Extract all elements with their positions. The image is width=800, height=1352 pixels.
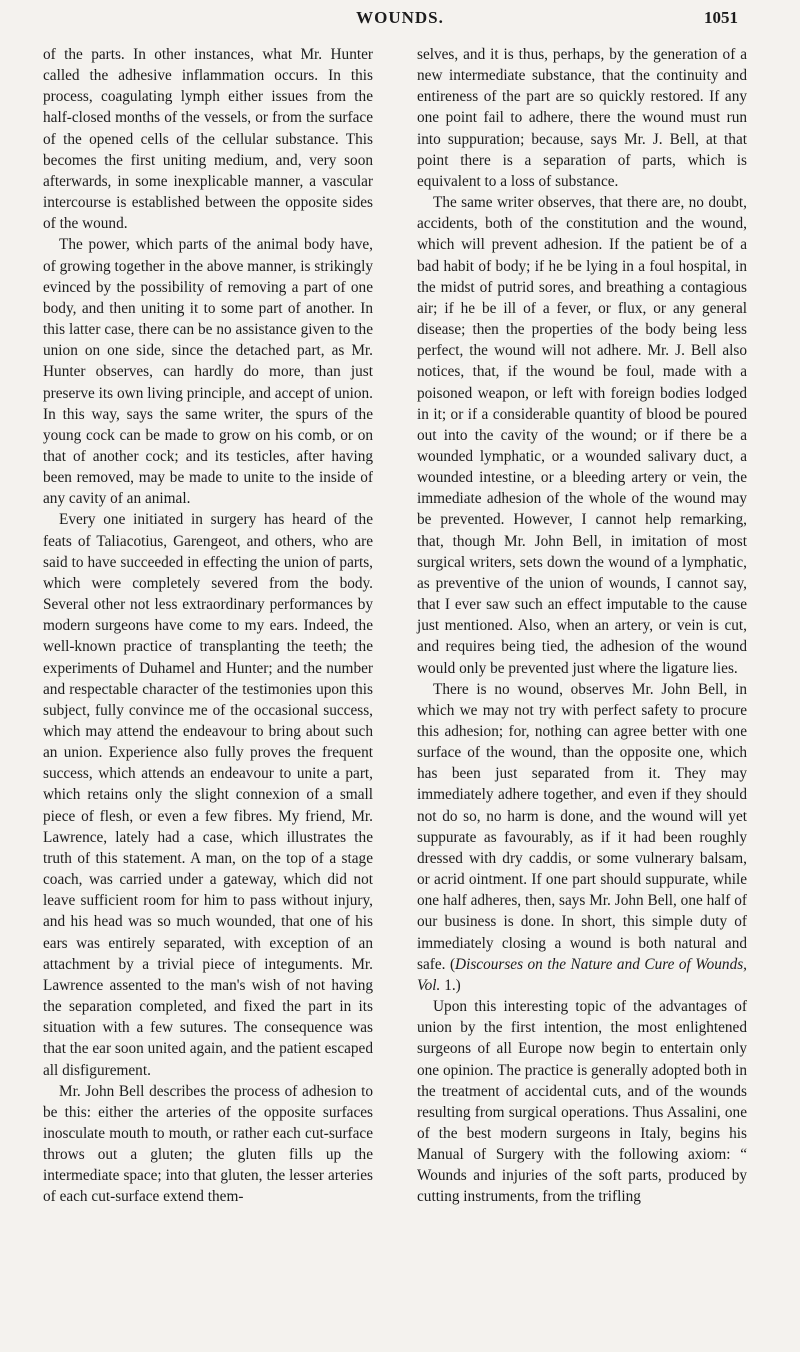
paragraph: The power, which parts of the animal body have, of growing together in the above manner, is strikingly evinced by the possibility of removing a part of one body, and then uniting it to some part of another. In this latter case, there can be no assistance given to the union on one side, since the detached part, as Mr. Hunter observes, can hardly do more, than just preserve its own living principle, and accept of union. In this way, says the same writer, the spurs of the young cock can be made to grow on his comb, or on that of another cock; and its testicles, after having been removed, may be made to unite to the inside of any cavity of an animal. — [43, 236, 373, 508]
citation-end: 1.) — [440, 976, 461, 994]
paragraph: The same writer observes, that there are, no doubt, accidents, both of the constitution and the wound, which will prevent adhesion. If the patient be of a bad habit of body; if he be lying in a foul hospital, in the midst of putrid sores, and breathing a contagious air; if he be ill of a fever, or flux, or any general disease; then the properties of the body being less perfect, the wound will not adhere. Mr. J. Bell also notices, that, if the wound be foul, made with a poisoned weapon, or left with foreign bodies lodged in it; or if a considerable quantity of blood be poured out into the cavity of the wound; or if there be a wounded lymphatic, or a wounded salivary duct, a wounded intestine, or a bleeding artery or vein, the immediate adhesion of the whole of the wound may be prevented. However, I cannot help remarking, that, though Mr. John Bell, in imitation of most surgical writers, sets down the wound of a lymphatic, as preventive of the union of wounds, I cannot say, that I ever saw such an effect imputable to the cause just mentioned. Also, when an artery, or vein is cut, and requires being tied, the adhesion of the wound would only be prevented just where the ligature lies. — [417, 194, 747, 677]
paragraph-text: There is no wound, observes Mr. John Bell, in which we may not try with perfect safety to procure this adhesion; for, nothing can agree better with one surface of the wound, than the opposite one, which has been just separated from it. They may immediately adhere together, and even if they should not do so, no harm is done, and the wound will yet suppurate as favourably, as if it had been roughly dressed with dry caddis, or some vulnerary balsam, or acrid ointment. If one part should suppurate, while one half adheres, then, says Mr. John Bell, one half of our business is done. In short, this simple duty of immediately closing a wound is both natural and safe. ( — [417, 680, 747, 973]
running-head — [0, 8, 800, 34]
paragraph — [417, 679, 747, 996]
paragraph: Upon this interesting topic of the advantages of union by the first intention, the most enlightened surgeons of all Europe now begin to entertain only one opinion. The practice is generally adopted both in the treatment of accidental cuts, and of the wounds resulting from surgical operations. Thus Assalini, one of the best modern surgeons in Italy, begins his Manual of Surgery with the following axiom: “ Wounds and injuries of the soft parts, produced by cutting instruments, from the trifling — [417, 998, 747, 1206]
right-column — [417, 44, 747, 1208]
left-column — [43, 44, 373, 1208]
citation: Discourses on the Nature and Cure of Wounds, Vol. — [417, 955, 747, 994]
page-number: 1051 — [704, 8, 738, 27]
paragraph: Every one initiated in surgery has heard of the feats of Taliacotius, Garengeot, and others, who are said to have succeeded in effecting the union of parts, which were completely severed from the body. Several other not less extraordinary performances by modern surgeons have come to my ears. Indeed, the well-known practice of transplanting the teeth; the experiments of Duhamel and Hunter; and the number and respectable character of the testimonies upon this subject, fully convince me of the occasional success, which may attend the endeavour to bring about such an union. Experience also fully proves the frequent success, which attends an endeavour to unite a part, which retains only the slight connexion of a small piece of flesh, or even a few fibres. My friend, Mr. Lawrence, lately had a case, which illustrates the truth of this statement. A man, on the top of a stage coach, was carried under a gateway, which did not leave sufficient room for him to pass without injury, and his head was so much wounded, that one of his ears was entirely separated, with exception of an attachment by a trivial piece of integuments. Mr. Lawrence assented to the man's wish of not having the separation completed, and fixed the part in its situation with a few sutures. The consequence was that the ear soon united again, and the patient escaped all disfigurement. — [43, 511, 373, 1079]
paragraph: selves, and it is thus, perhaps, by the generation of a new intermediate substance, that the continuity and entireness of the part are so quickly restored. If any one point fail to adhere, there the wound must run into suppuration; because, says Mr. J. Bell, at that point there is a separation of parts, which is equivalent to a loss of substance. — [417, 46, 747, 190]
paragraph: Mr. John Bell describes the process of adhesion to be this: either the arteries of the opposite surfaces inosculate mouth to mouth, or rather each cut-surface throws out a gluten; the gluten fills up the intermediate space; into that gluten, the lesser arteries of each cut-surface extend them- — [43, 1082, 373, 1206]
paragraph: of the parts. In other instances, what Mr. Hunter called the adhesive inflammation occurs. In this process, coagulating lymph either issues from the half-closed months of the vessels, or from the surface of the opened cells of the cellular substance. This becomes the first uniting medium, and, very soon afterwards, in some inexplicable manner, a vascular intercourse is established between the opposite sides of the wound. — [43, 46, 373, 233]
page-title: WOUNDS. — [356, 8, 444, 27]
